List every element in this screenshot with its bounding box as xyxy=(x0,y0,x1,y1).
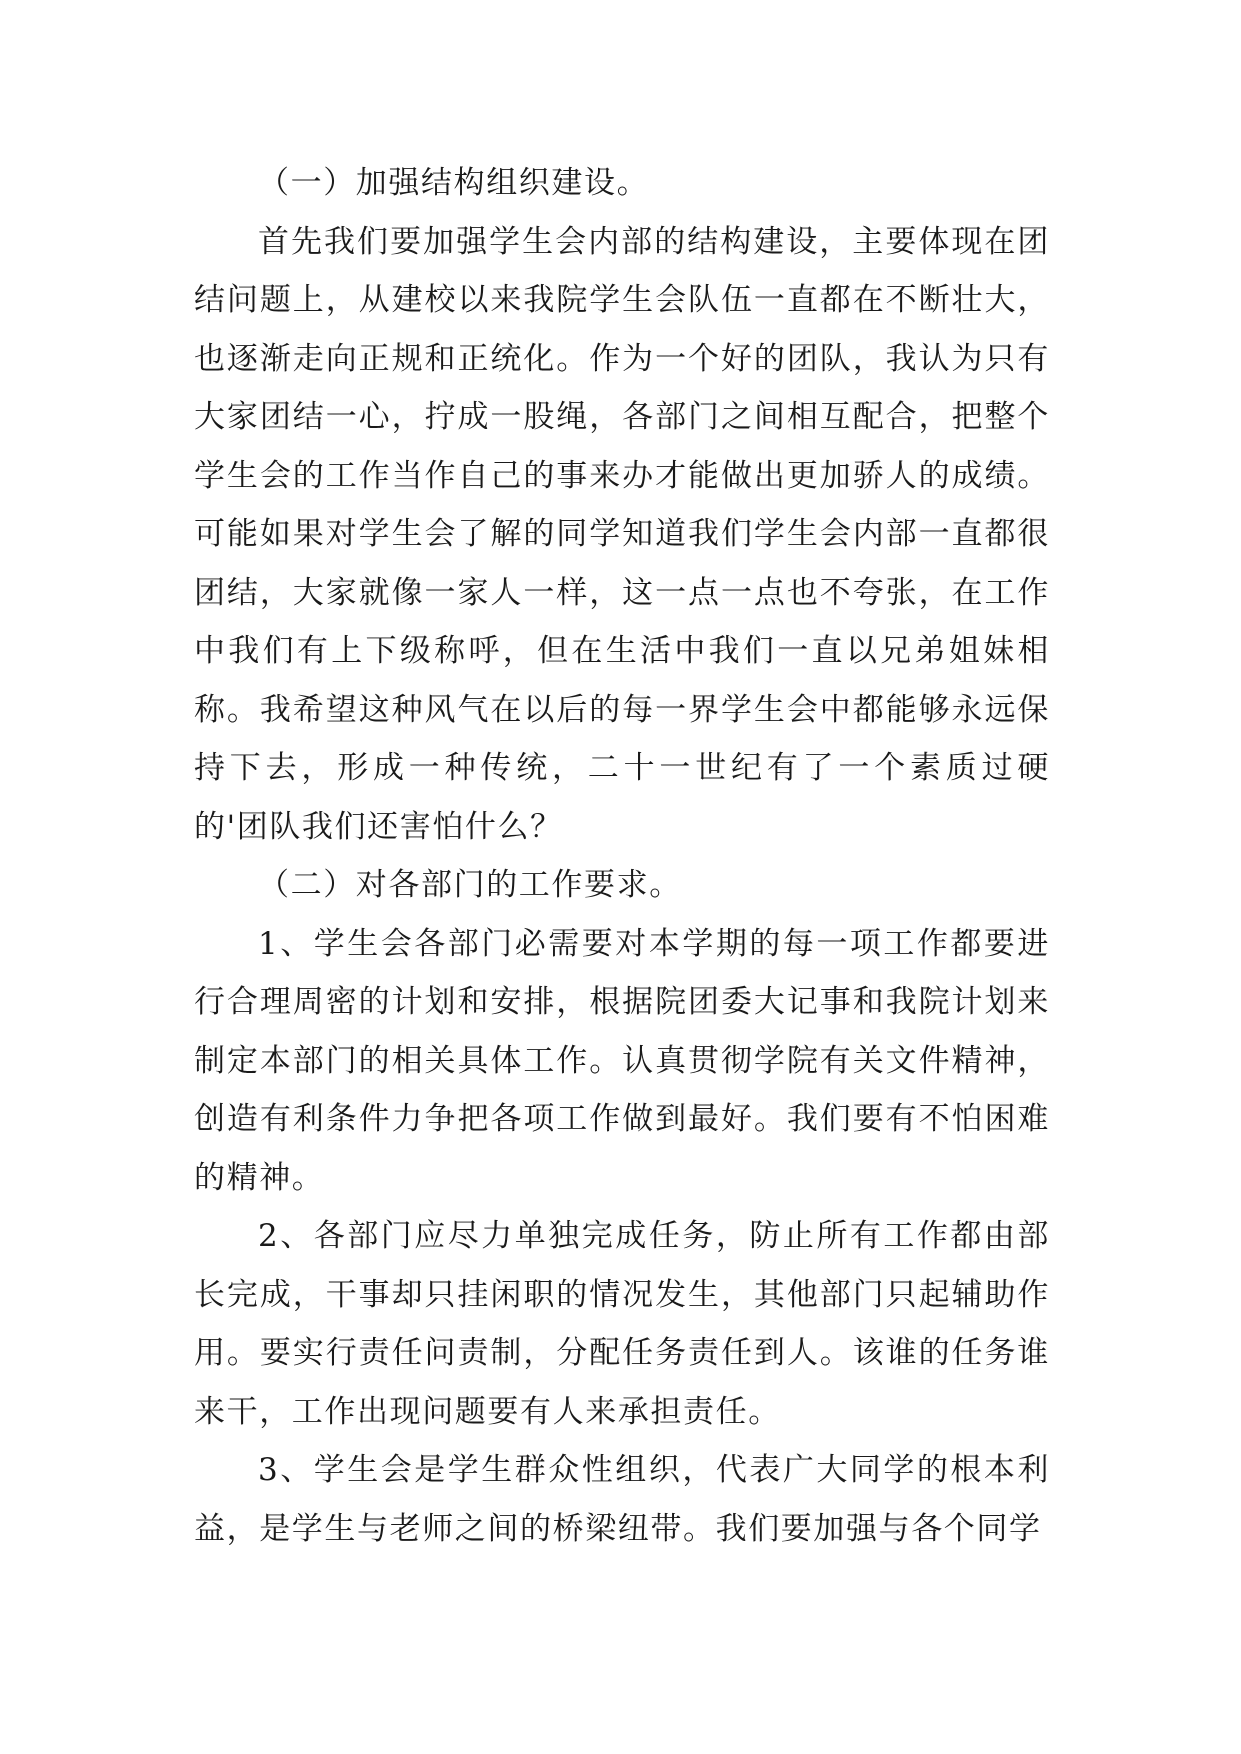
paragraph-item-2: 2、各部门应尽力单独完成任务，防止所有工作都由部长完成，干事却只挂闲职的情况发生，其他部门只起辅助作用。要实行责任问责制，分配任务责任到人。该谁的任务谁来干，工作出现问题要有人来承担责任。 xyxy=(194,1218,1050,1430)
paragraph-structure-building: 首先我们要加强学生会内部的结构建设，主要体现在团结问题上，从建校以来我院学生会队伍一直都在不断壮大，也逐渐走向正规和正统化。作为一个好的团队，我认为只有大家团结一心，拧成一股绳，各部门之间相互配合，把整个学生会的工作当作自己的事来办才能做出更加骄人的成绩。可能如果对学生会了解的同学知道我们学生会内部一直都很团结，大家就像一家人一样，这一点一点也不夸张，在工作中我们有上下级称呼，但在生活中我们一直以兄弟姐妹相称。我希望这种风气在以后的每一界学生会中都能够永远保持下去，形成一种传统，二十一世纪有了一个素质过硬的'团队我们还害怕什么？ xyxy=(194,223,1050,845)
section-heading-1: （一）加强结构组织建设。 xyxy=(258,165,650,201)
document-body xyxy=(194,154,1050,1558)
paragraph-item-1: 1、学生会各部门必需要对本学期的每一项工作都要进行合理周密的计划和安排，根据院团委大记事和我院计划来制定本部门的相关具体工作。认真贯彻学院有关文件精神，创造有利条件力争把各项工作做到最好。我们要有不怕困难的精神。 xyxy=(194,925,1050,1196)
section-heading-2: （二）对各部门的工作要求。 xyxy=(258,867,682,903)
paragraph-item-3: 3、学生会是学生群众性组织，代表广大同学的根本利益，是学生与老师之间的桥梁纽带。我们要加强与各个同学 xyxy=(194,1452,1050,1547)
